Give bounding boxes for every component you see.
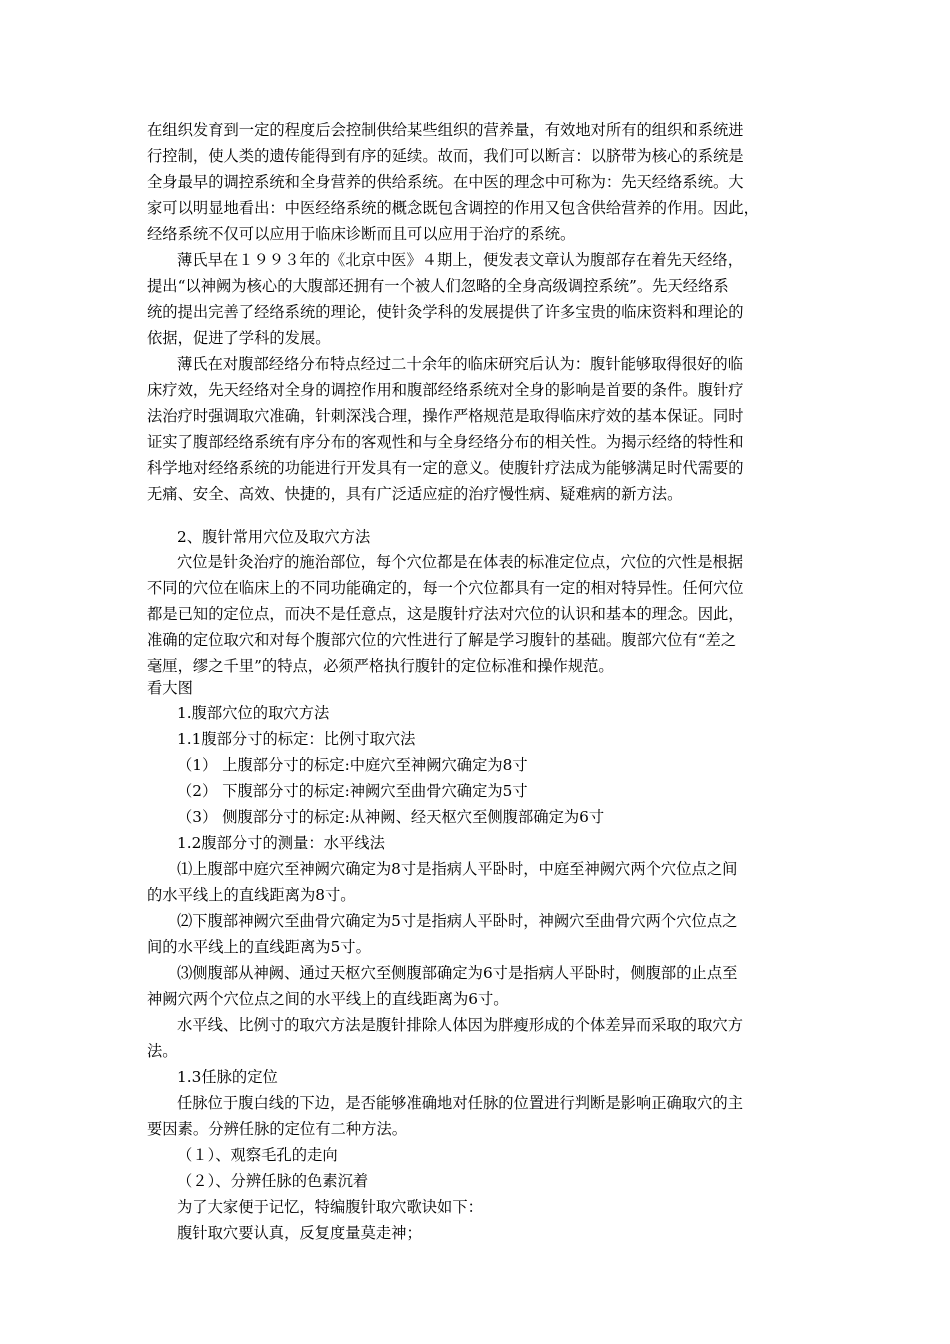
text-line: 家可以明显地看出：中医经络系统的概念既包含调控的作用又包含供给营养的作用。因此， [147,199,759,217]
list-item: （2） 下腹部分寸的标定:神阙穴至曲骨穴确定为5寸 [177,782,528,800]
paragraph-first-line: ⑶侧腹部从神阙、通过天枢穴至侧腹部确定为6寸是指病人平卧时，侧腹部的止点至 [177,964,738,982]
paragraph-first-line: 薄氏在对腹部经络分布特点经过二十余年的临床研究后认为：腹针能够取得很好的临 [177,355,743,373]
text-line: 统的提出完善了经络系统的理论，使针灸学科的发展提供了许多宝贵的临床资料和理论的 [147,303,744,321]
text-line: 提出“以神阙为核心的大腹部还拥有一个被人们忽略的全身高级调控系统”。先天经络系 [147,277,729,295]
text-line: 床疗效，先天经络对全身的调控作用和腹部经络系统对全身的影响是首要的条件。腹针疗 [147,381,744,399]
text-line: 神阙穴两个穴位点之间的水平线上的直线距离为6寸。 [147,990,509,1008]
paragraph-first-line: ⑴上腹部中庭穴至神阙穴确定为8寸是指病人平卧时，中庭至神阙穴两个穴位点之间 [177,860,738,878]
paragraph-first-line: 任脉位于腹白线的下边，是否能够准确地对任脉的位置进行判断是影响正确取穴的主 [177,1094,743,1112]
text-line: 法。 [147,1042,178,1060]
view-large-image-link[interactable]: 看大图 [147,679,193,697]
text-line: 要因素。分辨任脉的定位有二种方法。 [147,1120,408,1138]
text-line: 依据，促进了学科的发展。 [147,329,331,347]
text-line: 经络系统不仅可以应用于临床诊断而且可以应用于治疗的系统。 [147,225,576,243]
paragraph-first-line: ⑵下腹部神阙穴至曲骨穴确定为5寸是指病人平卧时，神阙穴至曲骨穴两个穴位点之 [177,912,738,930]
paragraph-first-line: 穴位是针灸治疗的施治部位，每个穴位都是在体表的标准定位点，穴位的穴性是根据 [177,553,743,571]
text-line: 毫厘，缪之千里”的特点，必须严格执行腹针的定位标准和操作规范。 [147,657,614,675]
text-line: 证实了腹部经络系统有序分布的客观性和与全身经络分布的相关性。为揭示经络的特性和 [147,433,744,451]
subsection-heading: 1.1腹部分寸的标定：比例寸取穴法 [177,730,416,748]
paragraph-first-line: 薄氏早在１９９３年的《北京中医》４期上，便发表文章认为腹部存在着先天经络， [177,251,743,269]
list-item: （１）、观察毛孔的走向 [177,1146,338,1164]
text-line: 科学地对经络系统的功能进行开发具有一定的意义。使腹针疗法成为能够满足时代需要的 [147,459,744,477]
text-line: 都是已知的定位点，而决不是任意点，这是腹针疗法对穴位的认识和基本的理念。因此， [147,605,744,623]
text-line: 全身最早的调控系统和全身营养的供给系统。在中医的理念中可称为：先天经络系统。大 [147,173,744,191]
paragraph-first-line: 水平线、比例寸的取穴方法是腹针排除人体因为胖瘦形成的个体差异而采取的取穴方 [177,1016,743,1034]
text-line: 无痛、安全、高效、快捷的，具有广泛适应症的治疗慢性病、疑难病的新方法。 [147,485,683,503]
text-line: 准确的定位取穴和对每个腹部穴位的穴性进行了解是学习腹针的基础。腹部穴位有“差之 [147,631,737,649]
paragraph-first-line: 为了大家便于记忆，特编腹针取穴歌诀如下： [177,1198,483,1216]
text-line: 在组织发育到一定的程度后会控制供给某些组织的营养量，有效地对所有的组织和系统进 [147,121,744,139]
text-line: 不同的穴位在临床上的不同功能确定的，每一个穴位都具有一定的相对特异性。任何穴位 [147,579,744,597]
subsection-heading: 1.3任脉的定位 [177,1068,278,1086]
section-heading: 2、腹针常用穴位及取穴方法 [177,528,371,546]
list-item: （２）、分辨任脉的色素沉着 [177,1172,369,1190]
text-line: 间的水平线上的直线距离为5寸。 [147,938,371,956]
text-line: 行控制，使人类的遗传能得到有序的延续。故而，我们可以断言：以脐带为核心的系统是 [147,147,744,165]
list-item: （3） 侧腹部分寸的标定:从神阙、经天枢穴至侧腹部确定为6寸 [177,808,605,826]
subsection-heading: 1.腹部穴位的取穴方法 [177,704,330,722]
subsection-heading: 1.2腹部分寸的测量：水平线法 [177,834,385,852]
text-line: 法治疗时强调取穴准确，针刺深浅合理，操作严格规范是取得临床疗效的基本保证。同时 [147,407,744,425]
list-item: （1） 上腹部分寸的标定:中庭穴至神阙穴确定为8寸 [177,756,528,774]
paragraph-first-line: 腹针取穴要认真，反复度量莫走神； [177,1224,422,1242]
text-line: 的水平线上的直线距离为8寸。 [147,886,356,904]
